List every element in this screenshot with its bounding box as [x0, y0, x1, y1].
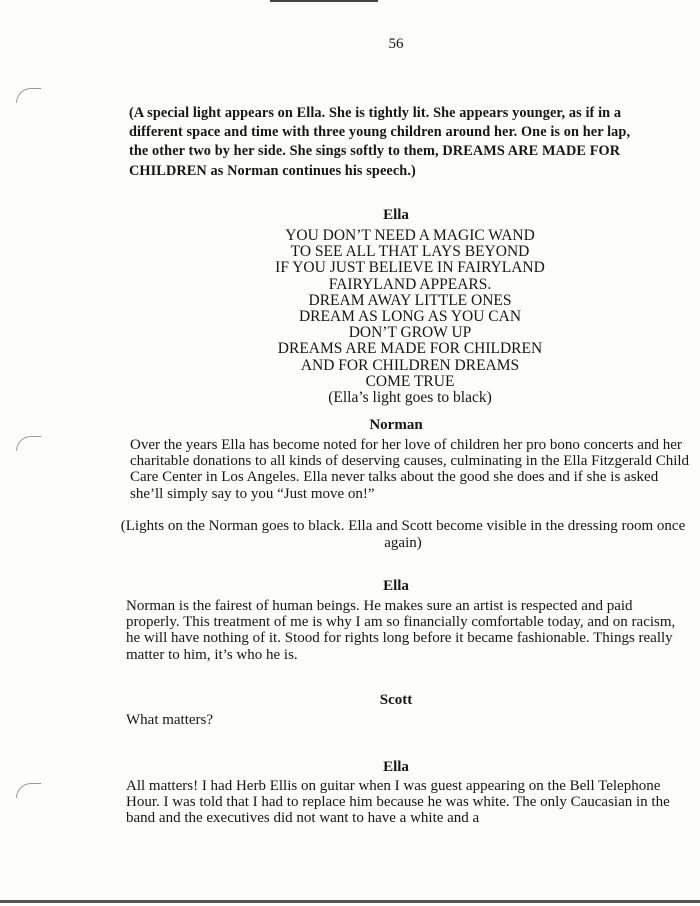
speaker-scott: Scott	[379, 692, 413, 708]
song-closing-direction: (Ella’s light goes to black)	[328, 389, 492, 407]
lyric-line: DON’T GROW UP	[348, 324, 472, 342]
lyric-line: DREAM AWAY LITTLE ONES	[308, 291, 512, 309]
opening-stage-direction: (A special light appears on Ella. She is tightly lit. She appears younger, as if in a different space and time with three young children around her. One is on her lap, the other two by her side. She sings softly to them, DREAMS ARE MADE FOR CHILDREN as Norman continues his speech.)	[129, 105, 631, 179]
norman-dialogue: Over the years Ella has become noted for her love of children her pro bono concerts and her charitable donations to all kinds of deserving causes, culminating in the Ella Fitzgerald Child Care Center in Los Angeles. Ella never talks about the good she does and if she is asked she’ll simply say to you “Just move on!”	[130, 437, 690, 502]
binder-hole-mark-bottom	[16, 783, 41, 798]
bottom-edge-rule	[0, 900, 700, 903]
top-edge-rule	[270, 0, 378, 2]
lyric-line: FAIRYLAND APPEARS.	[328, 275, 492, 293]
page-number: 56	[388, 36, 404, 52]
ella-dialogue-1: Norman is the fairest of human beings. He makes sure an artist is respected and paid properly. This treatment of me is why I am so financially comfortable today, and on racism, he will have nothing of it. Stood for rights long before it became fashionable. Things really matter to him, it’s who he is.	[126, 598, 676, 663]
lyric-line: AND FOR CHILDREN DREAMS	[300, 356, 520, 374]
binder-hole-mark-middle	[16, 436, 41, 451]
lights-stage-direction: (Lights on the Norman goes to black. Ella and Scott become visible in the dressing room once again)	[120, 518, 686, 551]
ella-dialogue-2: All matters! I had Herb Ellis on guitar when I was guest appearing on the Bell Telephone Hour. I was told that I had to replace him because he was white. The only Caucasian in the band and the executives did not want to have a white and a	[126, 778, 670, 827]
scott-dialogue: What matters?	[126, 712, 214, 728]
binder-hole-mark-top	[16, 88, 41, 103]
speaker-norman: Norman	[369, 417, 423, 433]
speaker-ella-2: Ella	[383, 759, 409, 775]
lyric-line: DREAM AS LONG AS YOU CAN	[298, 308, 522, 326]
lyric-line: DREAMS ARE MADE FOR CHILDREN	[277, 340, 543, 358]
lyric-line: IF YOU JUST BELIEVE IN FAIRYLAND	[275, 259, 545, 277]
lyric-line: YOU DON’T NEED A MAGIC WAND	[285, 227, 535, 244]
song-lyrics	[200, 228, 620, 406]
lyric-line: TO SEE ALL THAT LAYS BEYOND	[290, 243, 530, 261]
speaker-ella-song: Ella	[383, 207, 409, 223]
lyric-line: COME TRUE	[365, 372, 455, 390]
speaker-ella-1: Ella	[383, 578, 409, 594]
